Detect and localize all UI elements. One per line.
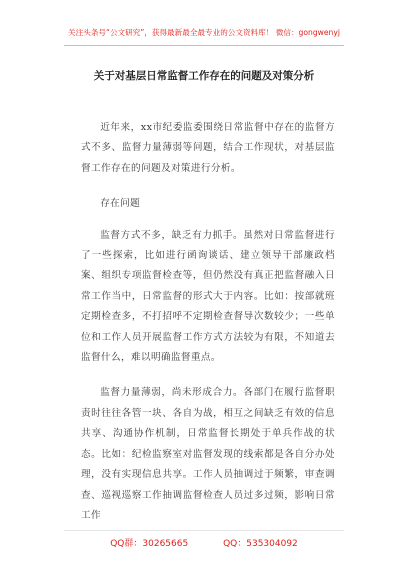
header-divider bbox=[64, 45, 344, 46]
footer-qq: QQ：535304092 bbox=[223, 539, 298, 549]
footer-contact bbox=[0, 536, 408, 549]
document-title: 关于对基层日常监督工作存在的问题及对策分析 bbox=[93, 70, 315, 82]
document-body bbox=[81, 118, 335, 541]
paragraph-issue-2: 监督力量薄弱，尚未形成合力。各部门在履行监督职责时往往各管一块、各自为战，相互之间缺乏有效的信息共享、沟通协作机制，日常监督长期处于单兵作战的状态。比如：纪检监察室对监督发现的线索都是各自分办处理，没有实现信息共享。工作人员抽调过于频繁，审查调查、巡视巡察工作抽调监督检查人员过多过频，影响日常工作 bbox=[81, 387, 335, 521]
paragraph-issue-1: 监督方式不多，缺乏有力抓手。虽然对日常监督进行了一些探索，比如进行函询谈话、建立领导干部廉政档案、组织专项监督检查等，但仍然没有真正把监督融入日常工作当中，日常监督的形式大于内容。比如：按部就班定期检查多，不打招呼不定期检查督导次数较少；一些单位和工作人员开展监督工作方式方法较为有限，不知道去监督什么，难以明确监督重点。 bbox=[81, 229, 335, 364]
footer-qq-group: QQ群：30265665 bbox=[110, 539, 189, 549]
header-promo-note: 关注头条号“公文研究”，获得最新最全最专业的公文资料库！ 微信：gongwenyj bbox=[68, 28, 340, 37]
paragraph-intro: 近年来，xx市纪委监委围绕日常监督中存在的监督方式不多、监督力量薄弱等问题，结合工作现状，对基层监督工作存在的问题及对策进行分析。 bbox=[81, 122, 335, 174]
footer-divider bbox=[64, 530, 344, 531]
section-heading: 存在问题 bbox=[100, 198, 141, 210]
